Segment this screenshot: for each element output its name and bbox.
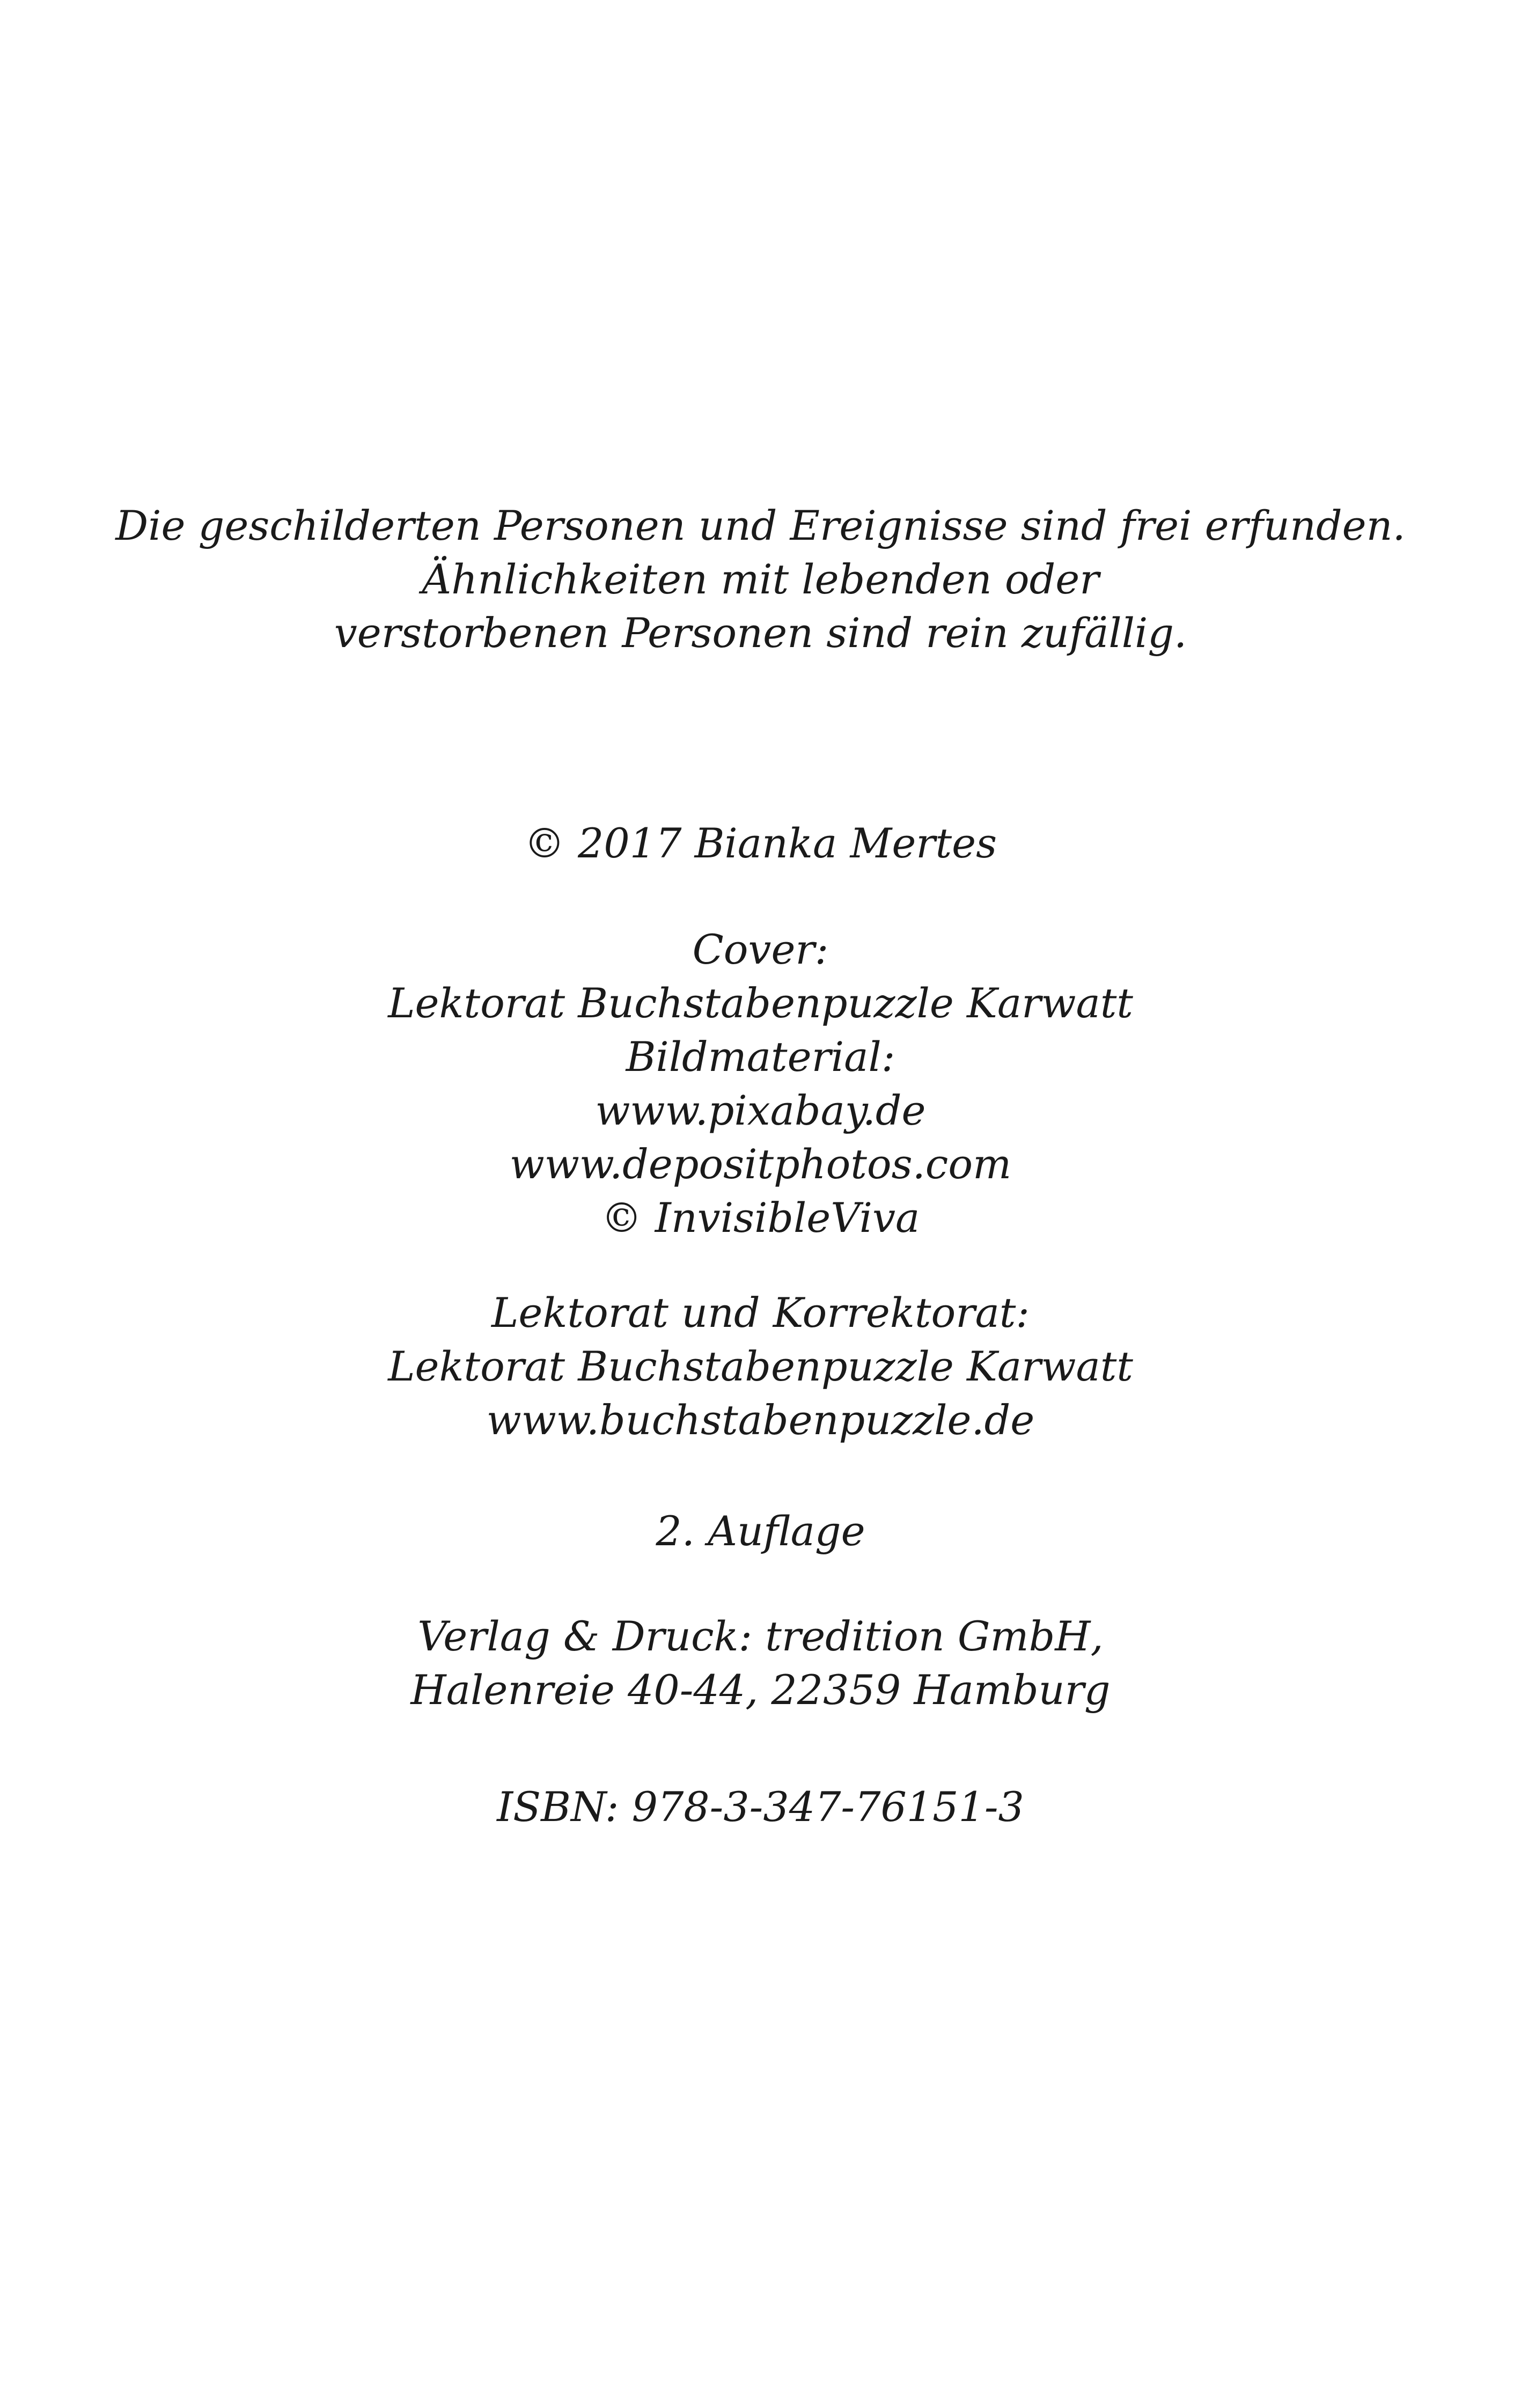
isbn-text: ISBN: 978-3-347-76151-3: [497, 1783, 1024, 1831]
disclaimer-line: verstorbenen Personen sind rein zufällig.: [334, 609, 1187, 657]
cover-credits: [0, 923, 1521, 1245]
isbn-notice: [0, 1780, 1521, 1834]
publisher-info: [0, 1610, 1521, 1717]
copyright-text: © 2017 Bianka Mertes: [524, 819, 997, 867]
edition-notice: [0, 1504, 1521, 1558]
publisher-name: Verlag & Druck: tredition GmbH,: [417, 1612, 1104, 1660]
image-source: © InvisibleViva: [601, 1194, 920, 1242]
editor-website: www.buchstabenpuzzle.de: [486, 1396, 1035, 1444]
edition-text: 2. Auflage: [656, 1507, 865, 1555]
disclaimer-line: Die geschilderten Personen und Ereignisse sind frei erfunden.: [115, 502, 1406, 549]
cover-label: Cover:: [692, 926, 829, 973]
image-material-label: Bildmaterial:: [626, 1033, 895, 1081]
editing-label: Lektorat und Korrektorat:: [491, 1289, 1030, 1337]
editor-name: Lektorat Buchstabenpuzzle Karwatt: [388, 1342, 1133, 1390]
fiction-disclaimer: [0, 499, 1521, 660]
cover-designer: Lektorat Buchstabenpuzzle Karwatt: [388, 979, 1133, 1027]
copyright-notice: [0, 817, 1521, 870]
image-source: www.pixabay.de: [595, 1086, 926, 1134]
editing-credits: [0, 1286, 1521, 1447]
publisher-address: Halenreie 40-44, 22359 Hamburg: [410, 1666, 1111, 1714]
disclaimer-line: Ähnlichkeiten mit lebenden oder: [422, 555, 1099, 603]
image-source: www.depositphotos.com: [509, 1140, 1012, 1188]
